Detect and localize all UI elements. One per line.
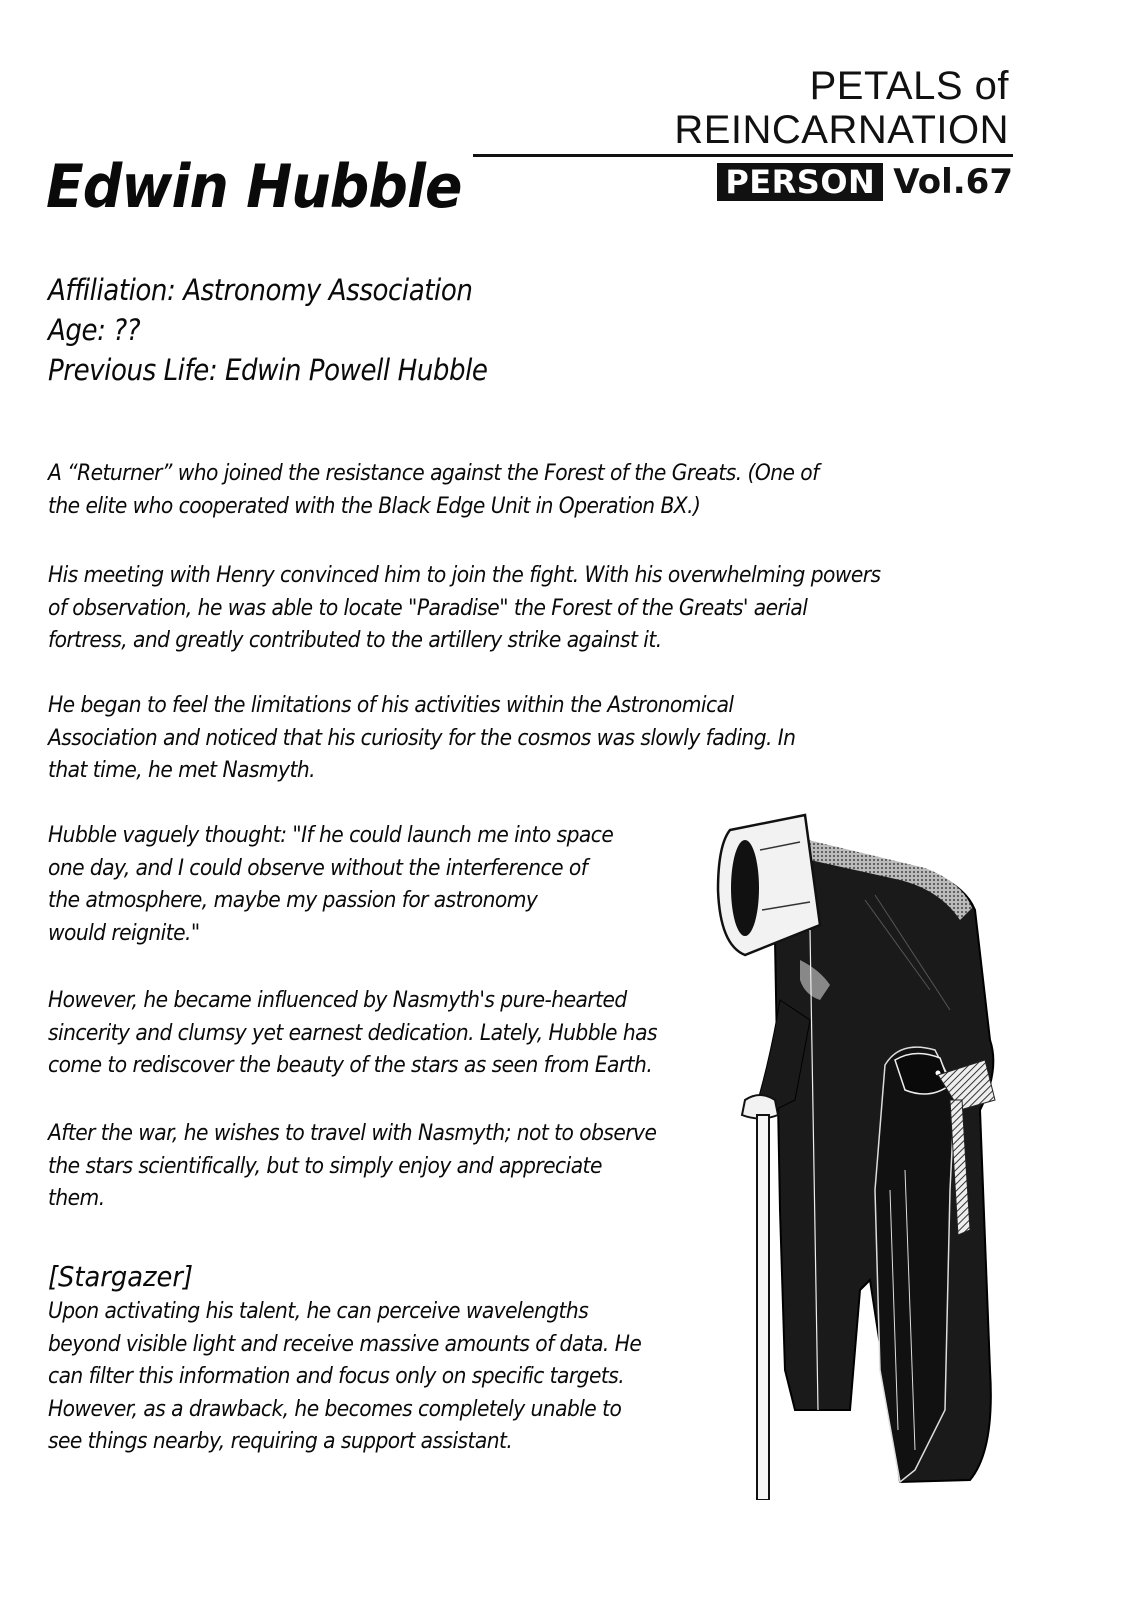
- paragraph-limitations: [48, 690, 795, 788]
- text-line: the atmosphere, maybe my passion for astronomy: [48, 888, 538, 913]
- affiliation: Affiliation: Astronomy Association: [48, 273, 473, 307]
- person-badge: PERSON: [717, 163, 883, 201]
- text-line: Upon activating his talent, he can perceive wavelengths: [48, 1299, 589, 1324]
- previous-life: Previous Life: Edwin Powell Hubble: [48, 353, 488, 387]
- text-line: beyond visible light and receive massive amounts of data. He: [48, 1331, 642, 1357]
- profile-info: [48, 270, 487, 390]
- text-line: Hubble vaguely thought: "If he could launch me into space: [48, 823, 614, 848]
- age: Age: ??: [48, 313, 141, 347]
- text-line: would reignite.": [48, 920, 200, 946]
- text-line: However, as a drawback, he becomes completely unable to: [48, 1396, 622, 1422]
- text-line: see things nearby, requiring a support assistant.: [48, 1429, 513, 1454]
- volume-label: Vol.67: [893, 162, 1013, 202]
- text-line: However, he became influenced by Nasmyth's pure-hearted: [48, 988, 627, 1013]
- character-illustration: [700, 810, 1010, 1500]
- text-line: He began to feel the limitations of his activities within the Astronomical: [48, 693, 734, 718]
- text-line: come to rediscover the beauty of the stars as seen from Earth.: [48, 1053, 653, 1078]
- text-line: one day, and I could observe without the interference of: [48, 855, 588, 881]
- text-line: of observation, he was able to locate "Paradise" the Forest of the Greats' aerial: [48, 595, 808, 621]
- talent-name: [Stargazer]: [48, 1260, 194, 1293]
- paragraph-returner: [48, 458, 819, 523]
- text-line: the stars scientifically, but to simply enjoy and appreciate: [48, 1153, 602, 1179]
- text-line: fortress, and greatly contributed to the artillery strike against it.: [48, 628, 662, 653]
- text-line: them.: [48, 1186, 105, 1211]
- text-line: A “Returner” who joined the resistance against the Forest of the Greats. (One of: [48, 461, 819, 486]
- text-line: can filter this information and focus only on specific targets.: [48, 1364, 625, 1389]
- text-line: sincerity and clumsy yet earnest dedication. Lately, Hubble has: [48, 1020, 657, 1046]
- character-name: Edwin Hubble: [46, 152, 462, 222]
- volume-row: [473, 163, 1013, 201]
- paragraph-influence: [48, 985, 657, 1083]
- text-line: His meeting with Henry convinced him to join the fight. With his overwhelming powers: [48, 563, 881, 588]
- paragraph-after-war: [48, 1118, 656, 1216]
- paragraph-thought: [48, 820, 613, 950]
- text-line: Association and noticed that his curiosity for the cosmos was slowly fading. In: [48, 725, 796, 751]
- series-header: [473, 64, 1013, 201]
- text-line: After the war, he wishes to travel with Nasmyth; not to observe: [48, 1121, 657, 1146]
- series-title: PETALS of REINCARNATION: [674, 64, 1009, 152]
- header-divider: [473, 154, 1013, 157]
- text-line: that time, he met Nasmyth.: [48, 758, 316, 783]
- talent-description: [48, 1296, 641, 1459]
- text-line: the elite who cooperated with the Black Edge Unit in Operation BX.): [48, 493, 701, 519]
- paragraph-henry: [48, 560, 881, 658]
